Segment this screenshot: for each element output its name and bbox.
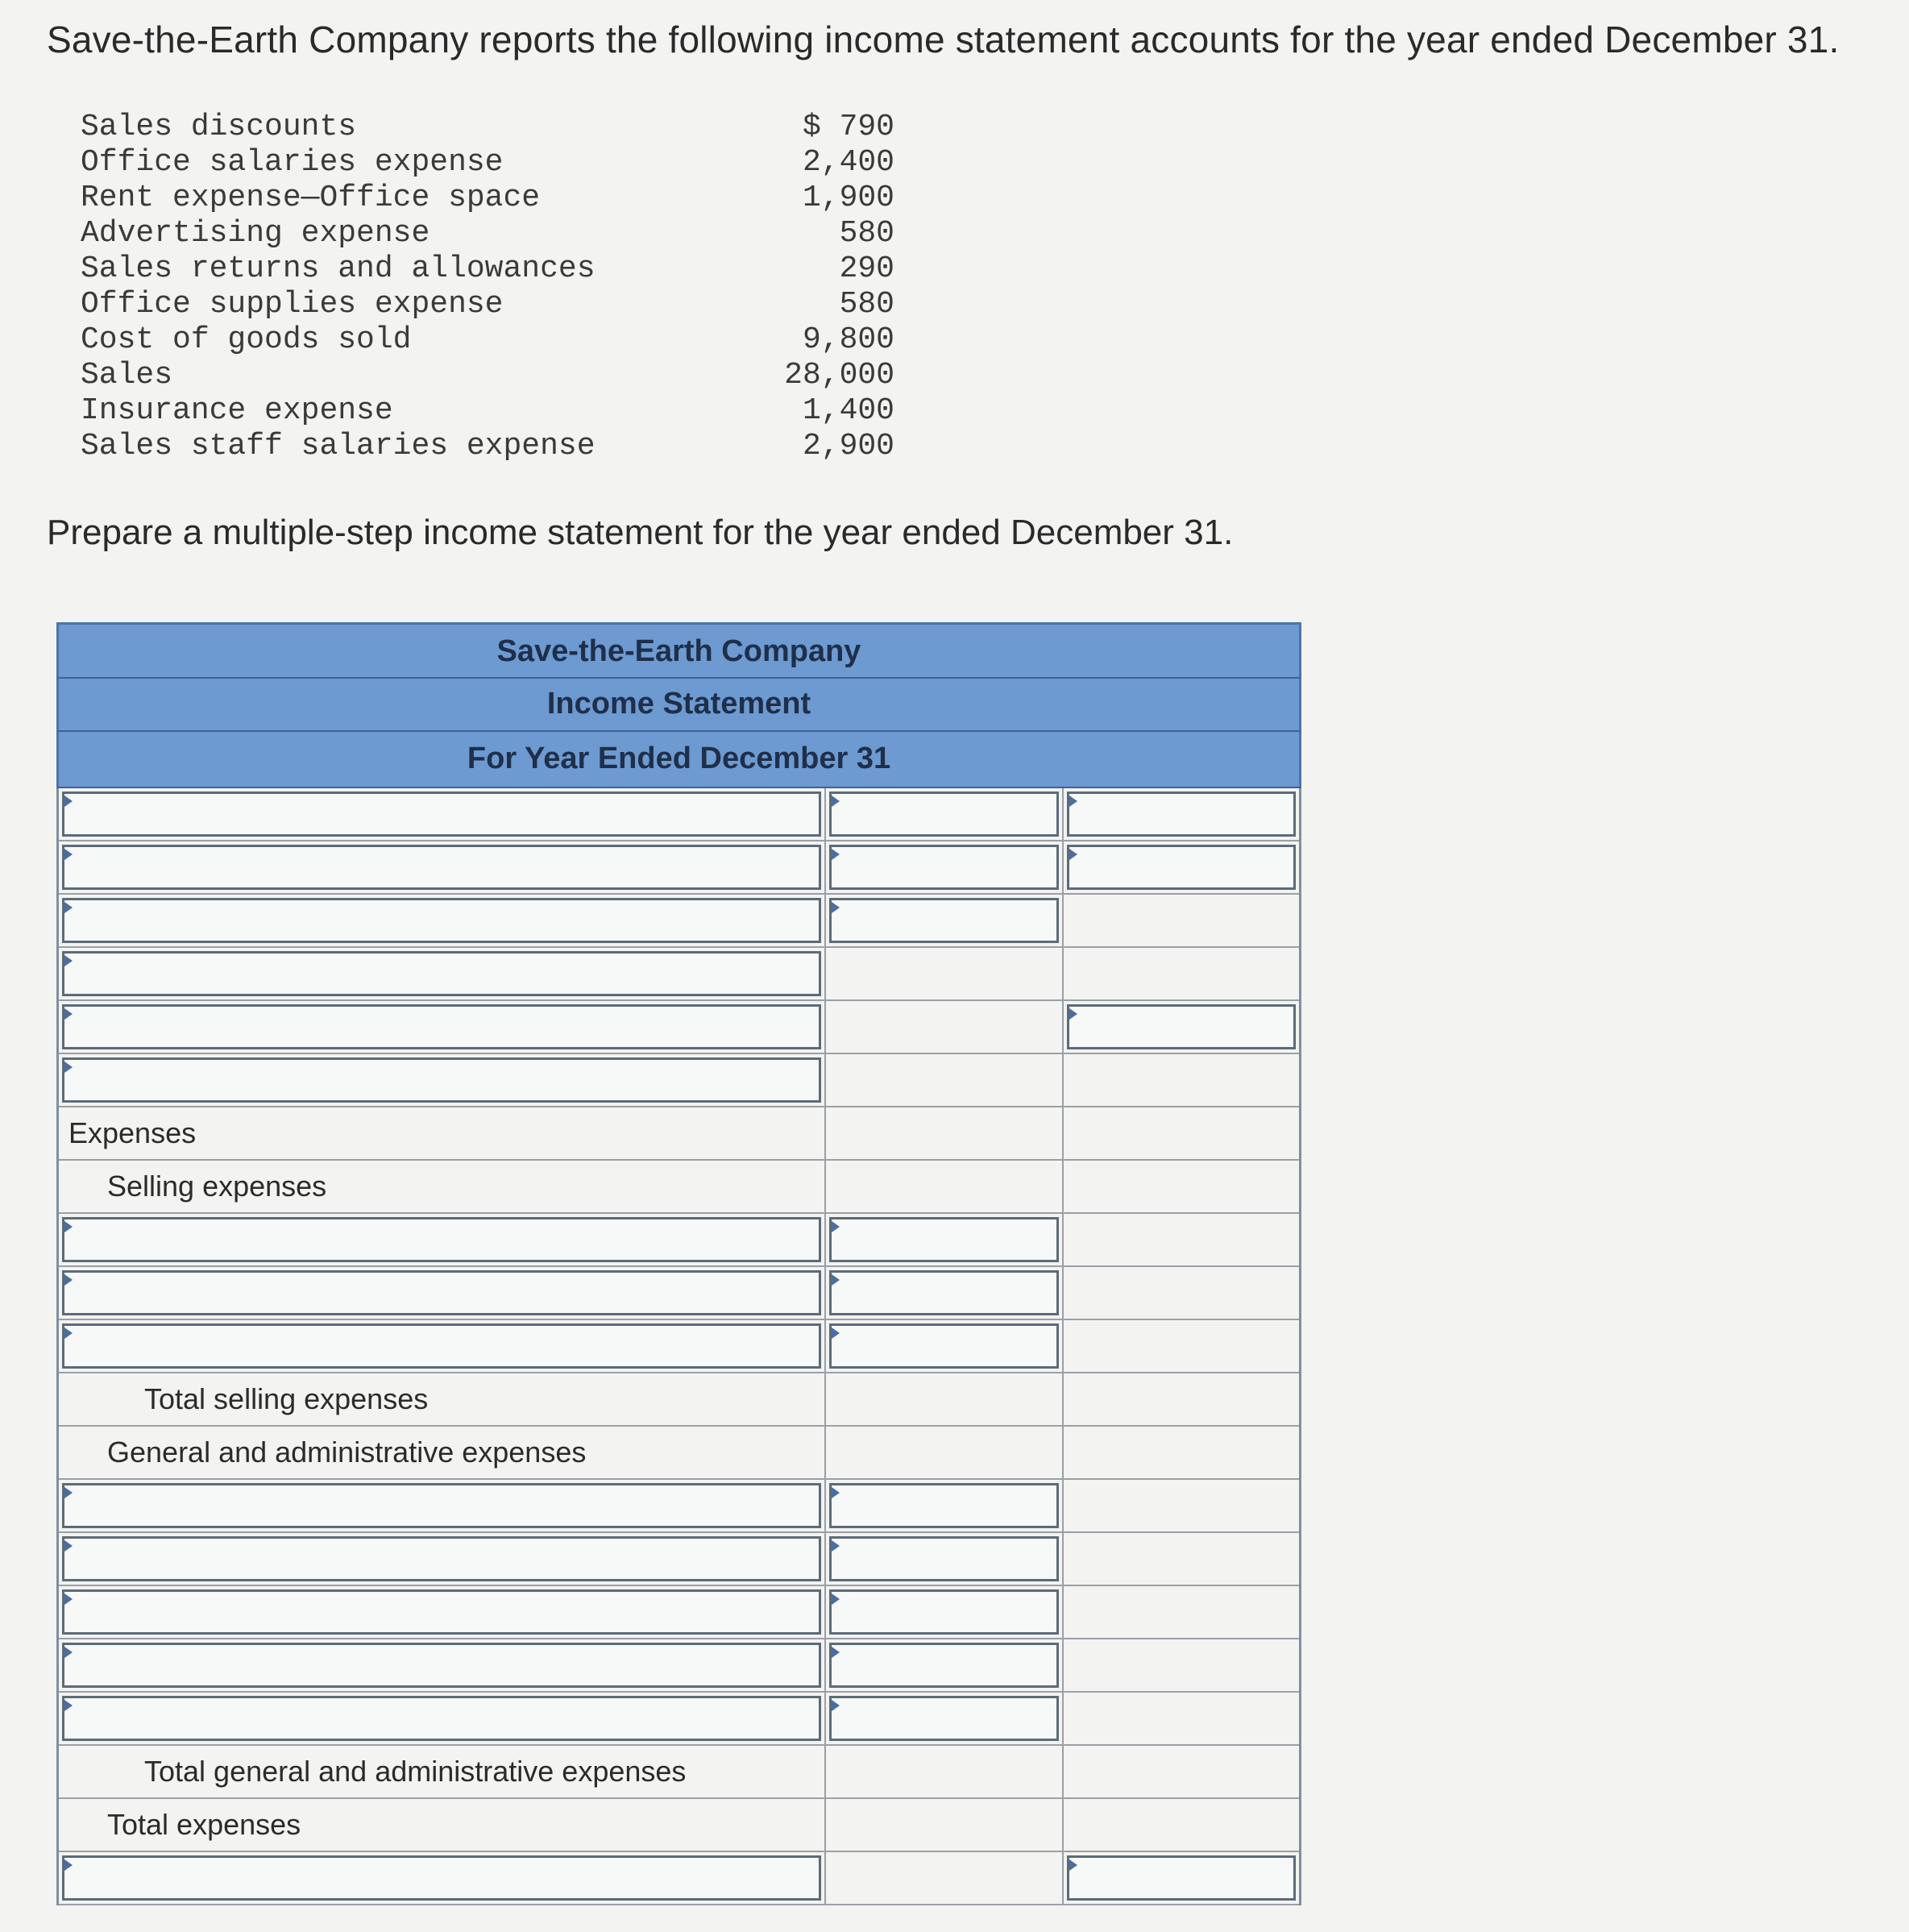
account-select[interactable] — [62, 1855, 821, 1901]
total-cell — [1064, 1373, 1299, 1425]
account-amount: 580 — [839, 287, 894, 322]
statement-grid — [56, 788, 1301, 1905]
total-cell — [1064, 1161, 1299, 1212]
amount-cell — [826, 1054, 1064, 1106]
amount-cell — [826, 1373, 1064, 1425]
table-row — [59, 1533, 1299, 1586]
account-label: Insurance expense — [81, 393, 393, 428]
total-cell — [1064, 788, 1299, 840]
label-cell — [59, 1214, 826, 1265]
account-select[interactable] — [62, 845, 821, 890]
ga-expenses-heading: General and administrative expenses — [107, 1435, 587, 1469]
table-row — [59, 1586, 1299, 1639]
label-cell — [59, 1107, 826, 1159]
label-cell — [59, 1693, 826, 1744]
total-cell — [1064, 1001, 1299, 1053]
label-cell — [59, 1852, 826, 1904]
table-row — [59, 1267, 1299, 1320]
label-cell — [59, 1480, 826, 1531]
amount-cell — [826, 1746, 1064, 1797]
account-row — [81, 393, 894, 429]
table-row — [59, 1746, 1299, 1799]
amount-input[interactable] — [829, 1270, 1059, 1315]
problem-intro: Save-the-Earth Company reports the following income statement accounts for the year ended December 31. — [47, 19, 1840, 60]
amount-cell — [826, 1693, 1064, 1744]
label-cell — [59, 1533, 826, 1585]
total-cell — [1064, 841, 1299, 893]
total-input[interactable] — [1067, 1004, 1296, 1049]
account-label: Cost of goods sold — [81, 322, 412, 357]
total-cell — [1064, 1480, 1299, 1531]
label-cell — [59, 895, 826, 946]
label-cell — [59, 788, 826, 840]
table-row — [59, 1214, 1299, 1267]
account-amount: 2,900 — [802, 429, 894, 463]
account-select[interactable] — [62, 1004, 821, 1049]
total-cell — [1064, 895, 1299, 946]
amount-cell — [826, 1586, 1064, 1638]
table-row — [59, 1161, 1299, 1214]
table-row — [59, 1373, 1299, 1427]
label-cell — [59, 1746, 826, 1797]
account-select[interactable] — [62, 1217, 821, 1262]
table-row — [59, 1001, 1299, 1054]
amount-cell — [826, 1480, 1064, 1531]
account-select[interactable] — [62, 1057, 821, 1103]
total-cell — [1064, 1799, 1299, 1851]
account-select[interactable] — [62, 1589, 821, 1635]
account-row — [81, 358, 894, 393]
account-amount: 28,000 — [784, 358, 894, 393]
total-selling-expenses-label: Total selling expenses — [144, 1382, 429, 1415]
amount-input[interactable] — [829, 1323, 1059, 1369]
table-row — [59, 841, 1299, 895]
amount-input[interactable] — [829, 1589, 1059, 1635]
amount-cell — [826, 841, 1064, 893]
amount-cell — [826, 1107, 1064, 1159]
label-cell — [59, 1639, 826, 1691]
amount-input[interactable] — [829, 791, 1059, 837]
table-row — [59, 895, 1299, 948]
label-cell — [59, 1054, 826, 1106]
amount-input[interactable] — [829, 1217, 1059, 1262]
amount-cell — [826, 1799, 1064, 1851]
account-select[interactable] — [62, 1696, 821, 1741]
amount-cell — [826, 788, 1064, 840]
table-row — [59, 1852, 1299, 1905]
label-cell — [59, 948, 826, 999]
statement-company: Save-the-Earth Company — [56, 622, 1301, 679]
account-select[interactable] — [62, 898, 821, 943]
amount-cell — [826, 1214, 1064, 1265]
total-cell — [1064, 1214, 1299, 1265]
total-input[interactable] — [1067, 791, 1296, 837]
total-cell — [1064, 1427, 1299, 1478]
account-label: Sales — [81, 358, 173, 393]
account-amount: 9,800 — [802, 322, 894, 357]
account-select[interactable] — [62, 1270, 821, 1315]
account-amount: 1,400 — [802, 393, 894, 428]
amount-cell — [826, 1320, 1064, 1372]
total-cell — [1064, 1639, 1299, 1691]
total-cell — [1064, 1852, 1299, 1904]
income-statement-form — [56, 622, 1301, 1905]
table-row — [59, 948, 1299, 1001]
amount-cell — [826, 1852, 1064, 1904]
account-row — [81, 429, 894, 464]
account-amount: $ 790 — [802, 110, 894, 144]
amount-input[interactable] — [829, 1536, 1059, 1581]
amount-cell — [826, 1001, 1064, 1053]
total-cell — [1064, 1693, 1299, 1744]
account-amount: 1,900 — [802, 181, 894, 215]
label-cell — [59, 1320, 826, 1372]
label-cell — [59, 1427, 826, 1478]
account-amount: 580 — [839, 216, 894, 251]
total-input[interactable] — [1067, 845, 1296, 890]
account-amount: 290 — [839, 251, 894, 286]
table-row — [59, 1054, 1299, 1107]
label-cell — [59, 1161, 826, 1212]
amount-input[interactable] — [829, 845, 1059, 890]
account-row — [81, 145, 894, 181]
label-cell — [59, 1799, 826, 1851]
table-row — [59, 1639, 1299, 1693]
total-ga-expenses-label: Total general and administrative expenses — [144, 1755, 687, 1788]
account-row — [81, 216, 894, 251]
amount-input[interactable] — [829, 1483, 1059, 1528]
total-expenses-label: Total expenses — [107, 1808, 301, 1841]
label-cell — [59, 1001, 826, 1053]
table-row — [59, 1799, 1299, 1852]
amount-input[interactable] — [829, 1696, 1059, 1741]
account-row — [81, 322, 894, 358]
account-select[interactable] — [62, 1643, 821, 1688]
account-label: Office supplies expense — [81, 287, 504, 322]
amount-input[interactable] — [829, 1643, 1059, 1688]
statement-period: For Year Ended December 31 — [56, 732, 1301, 788]
total-cell — [1064, 1586, 1299, 1638]
account-row — [81, 287, 894, 322]
account-label: Rent expense—Office space — [81, 181, 541, 215]
amount-cell — [826, 1267, 1064, 1319]
total-cell — [1064, 1267, 1299, 1319]
account-label: Sales discounts — [81, 110, 357, 144]
account-select[interactable] — [62, 1536, 821, 1581]
instruction-text: Prepare a multiple-step income statement for the year ended December 31. — [47, 513, 1234, 552]
amount-input[interactable] — [829, 898, 1059, 943]
account-amount: 2,400 — [802, 145, 894, 180]
statement-title: Income Statement — [56, 679, 1301, 732]
amount-cell — [826, 895, 1064, 946]
table-row — [59, 1107, 1299, 1161]
table-row — [59, 1693, 1299, 1746]
account-select[interactable] — [62, 1483, 821, 1528]
total-cell — [1064, 1533, 1299, 1585]
label-cell — [59, 1267, 826, 1319]
amount-cell — [826, 1639, 1064, 1691]
label-cell — [59, 841, 826, 893]
total-cell — [1064, 1746, 1299, 1797]
account-label: Sales staff salaries expense — [81, 429, 596, 463]
account-label: Sales returns and allowances — [81, 251, 596, 286]
label-cell — [59, 1373, 826, 1425]
account-row — [81, 110, 894, 145]
total-cell — [1064, 948, 1299, 999]
amount-cell — [826, 1533, 1064, 1585]
amount-cell — [826, 1161, 1064, 1212]
expenses-heading: Expenses — [68, 1116, 197, 1149]
account-select[interactable] — [62, 951, 821, 996]
account-row — [81, 251, 894, 287]
amount-cell — [826, 1427, 1064, 1478]
account-row — [81, 181, 894, 216]
account-select[interactable] — [62, 1323, 821, 1369]
label-cell — [59, 1586, 826, 1638]
table-row — [59, 788, 1299, 841]
total-cell — [1064, 1107, 1299, 1159]
total-cell — [1064, 1054, 1299, 1106]
total-cell — [1064, 1320, 1299, 1372]
accounts-list — [81, 110, 894, 464]
table-row — [59, 1480, 1299, 1533]
account-label: Advertising expense — [81, 216, 430, 251]
selling-expenses-heading: Selling expenses — [107, 1170, 327, 1203]
account-select[interactable] — [62, 791, 821, 837]
table-row — [59, 1427, 1299, 1480]
total-input[interactable] — [1067, 1855, 1296, 1901]
account-label: Office salaries expense — [81, 145, 504, 180]
amount-cell — [826, 948, 1064, 999]
table-row — [59, 1320, 1299, 1373]
